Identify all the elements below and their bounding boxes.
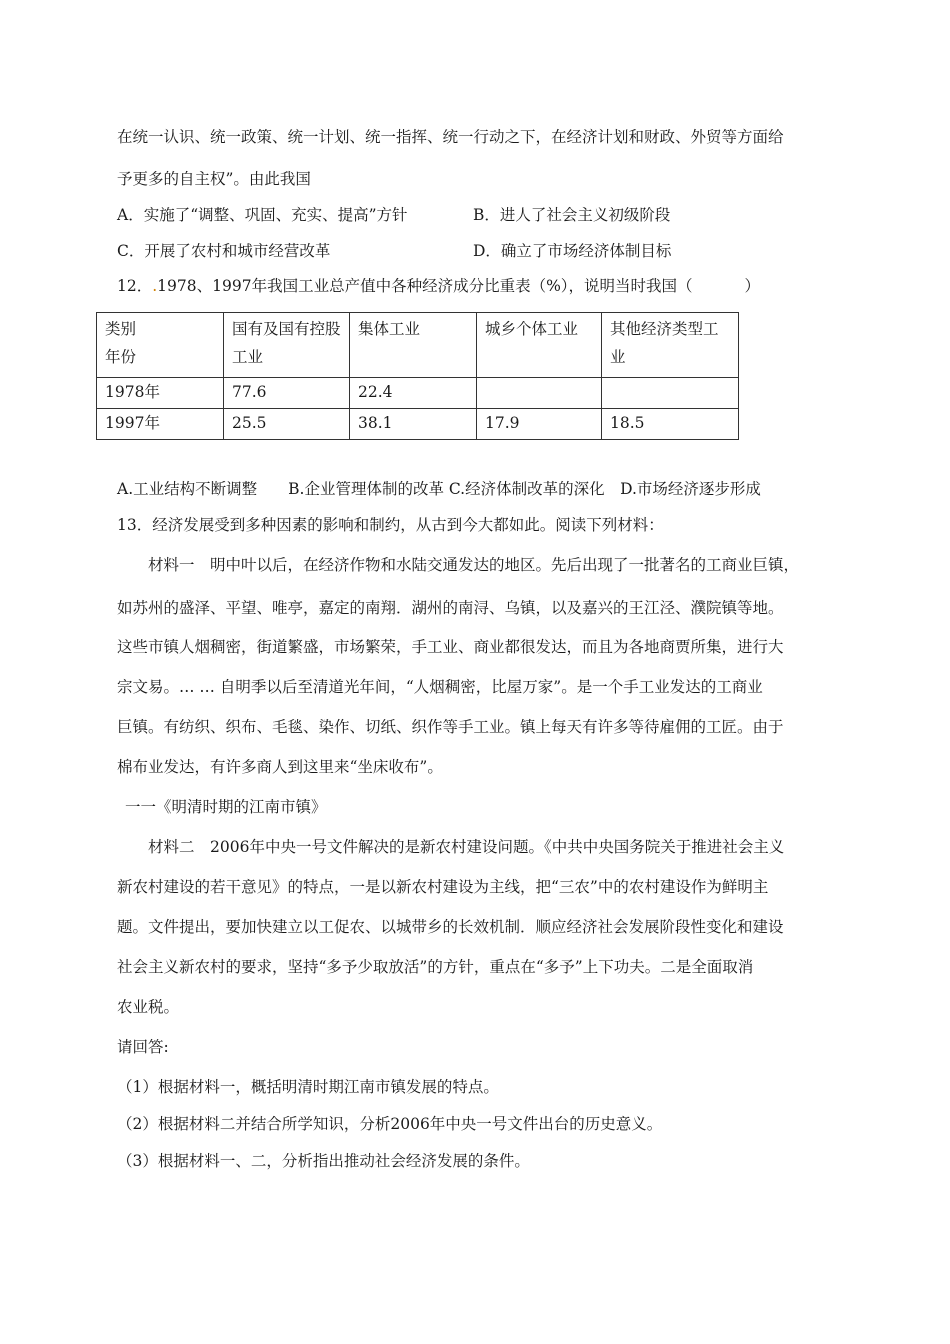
material-1-line: 巨镇。有纺织、织布、毛毯、染作、切纸、织作等手工业。镇上每天有许多等待雇佣的工匠。由于 (117, 718, 784, 736)
table-corner-cell (97, 313, 224, 378)
table-header-cell: 集体工业 (350, 313, 477, 378)
material-1-line: 如苏州的盛泽、平望、唯亭，嘉定的南翔．湖州的南浔、乌镇，以及嘉兴的王江泾、濮院镇等地。 (117, 599, 784, 617)
q12-stem (117, 276, 760, 296)
corner-year-label: 年份 (105, 348, 137, 366)
table-row (97, 409, 739, 440)
table-cell: 18.5 (602, 409, 739, 440)
table-cell: 77.6 (224, 378, 350, 409)
material-1-line: 宗文易。… … 自明季以后至清道光年间，“人烟稠密，比屋万家”。是一个手工业发达的工商业 (117, 678, 763, 696)
sub-question-2: （2）根据材料二并结合所学知识，分析2006年中央一号文件出台的历史意义。 (117, 1115, 663, 1133)
q13-stem: 13．经济发展受到多种因素的影响和制约，从古到今大都如此。阅读下列材料： (117, 516, 664, 534)
material-2-line: 农业税。 (117, 998, 180, 1016)
q12-options: A.工业结构不断调整 B.企业管理体制的改革 C.经济体制改革的深化 D.市场经济逐步形成 (117, 480, 761, 498)
table-cell: 17.9 (477, 409, 602, 440)
material-2-line: 社会主义新农村的要求，坚持“多予少取放活”的方针，重点在“多予”上下功夫。二是全面取消 (117, 958, 754, 976)
material-1-source: 一一《明清时期的江南市镇》 (125, 798, 327, 816)
table-header-cell: 城乡个体工业 (477, 313, 602, 378)
q12-number: 12． (117, 277, 153, 295)
material-1-line: 棉布业发达，有许多商人到这里来“坐床收布”。 (117, 758, 443, 776)
economy-share-table (96, 312, 739, 440)
material-2-line: 材料二 2006年中央一号文件解决的是新农村建设问题。《中共中央国务院关于推进社会主义 (148, 838, 785, 856)
sub-question-1: （1）根据材料一，概括明清时期江南市镇发展的特点。 (117, 1078, 499, 1096)
sub-question-3: （3）根据材料一、二，分析指出推动社会经济发展的条件。 (117, 1152, 530, 1170)
table-cell: 25.5 (224, 409, 350, 440)
table-row (97, 378, 739, 409)
q11-stem-line-2: 予更多的自主权”。由此我国 (117, 170, 311, 188)
material-2-line: 题。文件提出，要加快建立以工促农、以城带乡的长效机制．顺应经济社会发展阶段性变化和建设 (117, 918, 784, 936)
q12-stem-text: 1978、1997年我国工业总产值中各种经济成分比重表（%），说明当时我国（ (157, 277, 693, 295)
material-1-line: 材料一 明中叶以后，在经济作物和水陆交通发达的地区。先后出现了一批著名的工商业巨镇， (148, 556, 800, 574)
q11-option-a: A．实施了“调整、巩固、充实、提高”方针 (117, 206, 408, 224)
q11-option-d: D．确立了市场经济体制目标 (473, 242, 672, 260)
corner-category-label: 类别 (105, 320, 137, 338)
table-header-row (97, 313, 739, 378)
table-header-cell: 国有及国有控股工业 (224, 313, 350, 378)
table-cell: 38.1 (350, 409, 477, 440)
q11-option-c: C．开展了农村和城市经营改革 (117, 242, 331, 260)
q11-option-b: B．进人了社会主义初级阶段 (473, 206, 671, 224)
material-1-line: 这些市镇人烟稠密，街道繁盛，市场繁荣，手工业、商业都很发达，而且为各地商贾所集，进行大 (117, 638, 784, 656)
table-cell (602, 378, 739, 409)
table-year-cell: 1997年 (97, 409, 224, 440)
q12-stem-end: ） (744, 277, 761, 295)
table-cell (477, 378, 602, 409)
material-2-line: 新农村建设的若干意见》的特点，一是以新农村建设为主线，把“三农”中的农村建设作为鲜明主 (117, 878, 769, 896)
q12-mark-dot: . (152, 277, 158, 295)
q11-stem-line-1: 在统一认识、统一政策、统一计划、统一指挥、统一行动之下，在经济计划和财政、外贸等方面给 (117, 128, 784, 146)
table-year-cell: 1978年 (97, 378, 224, 409)
answer-prompt: 请回答: (117, 1038, 169, 1056)
table-cell: 22.4 (350, 378, 477, 409)
table-header-cell: 其他经济类型工业 (602, 313, 739, 378)
